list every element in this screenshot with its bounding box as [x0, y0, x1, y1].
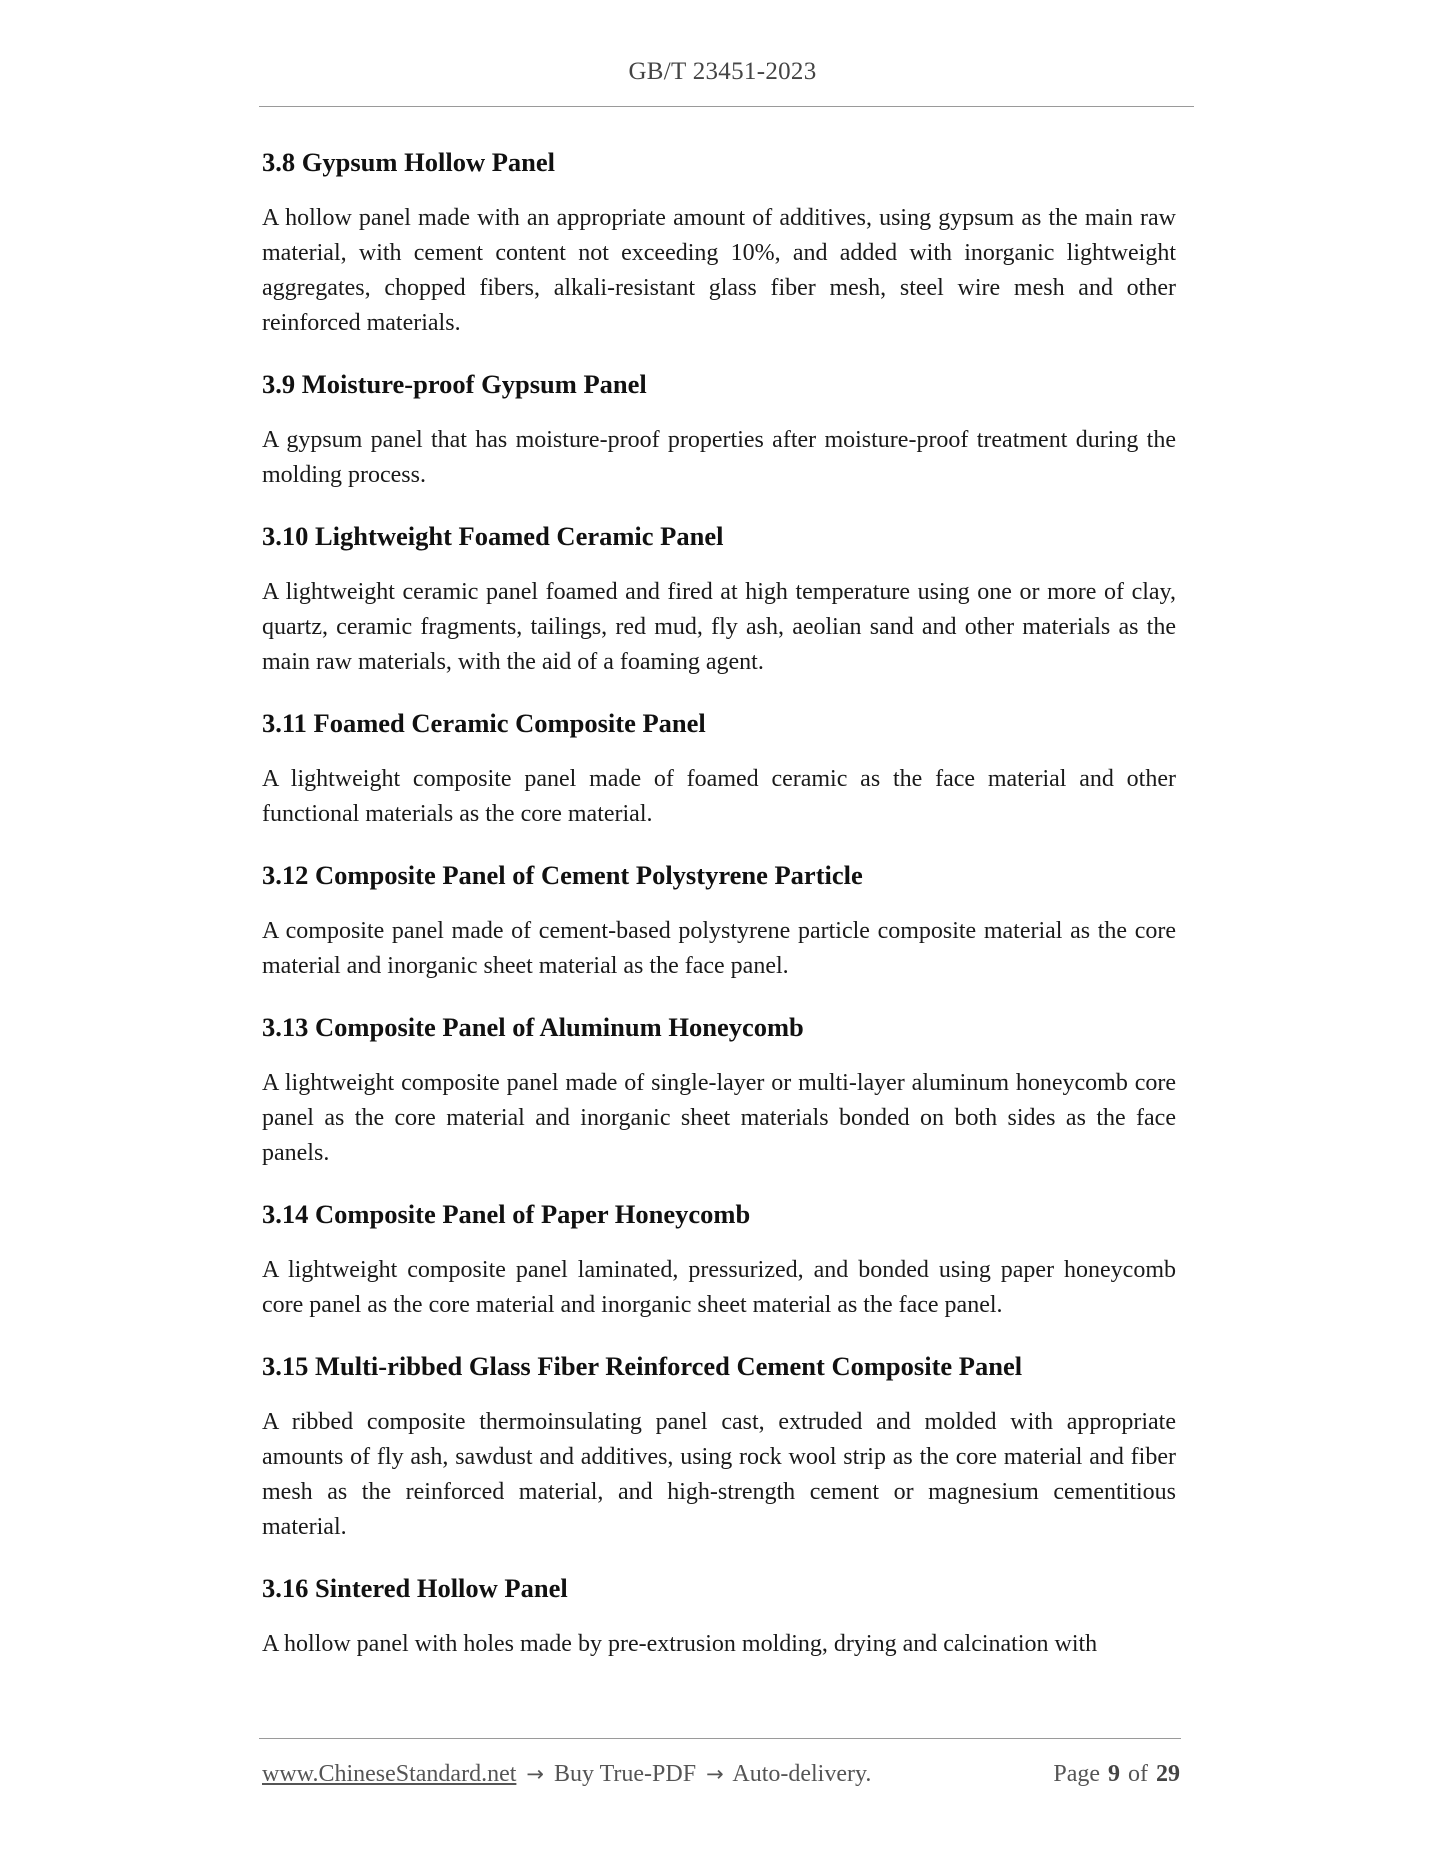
section-title: 3.15 Multi-ribbed Glass Fiber Reinforced Cement Composite Panel: [262, 1351, 1023, 1381]
section-body: A gypsum panel that has moisture-proof properties after moisture-proof treatment during the molding process.: [262, 427, 1176, 488]
section-3-15: [262, 1349, 1176, 1545]
current-page-number: 9: [1108, 1761, 1120, 1787]
section-body: A ribbed composite thermoinsulating panel cast, extruded and molded with appropriate amounts of fly ash, sawdust and additives, using rock wool strip as the core material and fiber mesh as the reinforced material, and high-strength cement or magnesium cementitious material.: [262, 1409, 1176, 1540]
of-label: of: [1128, 1761, 1148, 1787]
website-link[interactable]: www.ChineseStandard.net: [262, 1761, 517, 1787]
section-3-16: [262, 1571, 1176, 1662]
section-title: 3.14 Composite Panel of Paper Honeycomb: [262, 1199, 751, 1229]
footer-divider: [259, 1738, 1181, 1739]
section-body: A lightweight composite panel laminated, pressurized, and bonded using paper honeycomb core panel as the core material and inorganic sheet material as the face panel.: [262, 1257, 1176, 1318]
buy-pdf-text: Buy True-PDF: [554, 1761, 697, 1787]
page-label: Page: [1053, 1761, 1100, 1787]
page-indicator: [1053, 1758, 1180, 1790]
document-header: GB/T 23451-2023: [628, 58, 817, 85]
section-3-12: [262, 858, 1176, 984]
section-3-8: [262, 145, 1176, 341]
total-pages-number: 29: [1156, 1761, 1180, 1787]
section-body: A hollow panel with holes made by pre-extrusion molding, drying and calcination with: [262, 1631, 1098, 1657]
section-3-9: [262, 367, 1176, 493]
section-3-14: [262, 1197, 1176, 1323]
section-body: A lightweight composite panel made of single-layer or multi-layer aluminum honeycomb core panel as the core material and inorganic sheet materials bonded on both sides as the face panels.: [262, 1070, 1176, 1166]
auto-delivery-text: Auto-delivery.: [732, 1761, 872, 1787]
section-title: 3.8 Gypsum Hollow Panel: [262, 147, 556, 177]
arrow-right-icon: →: [706, 1762, 724, 1786]
section-title: 3.10 Lightweight Foamed Ceramic Panel: [262, 521, 724, 551]
section-3-10: [262, 519, 1176, 680]
footer-promo: [262, 1758, 871, 1790]
section-body: A hollow panel made with an appropriate amount of additives, using gypsum as the main raw material, with cement content not exceeding 10%, and added with inorganic lightweight aggregates, chopped fibers, alkali-resistant glass fiber mesh, steel wire mesh and other reinforced materials.: [262, 205, 1176, 336]
section-title: 3.11 Foamed Ceramic Composite Panel: [262, 708, 706, 738]
section-3-11: [262, 706, 1176, 832]
section-body: A lightweight ceramic panel foamed and fired at high temperature using one or more of clay, quartz, ceramic fragments, tailings, red mud, fly ash, aeolian sand and other materials as the main raw materials, with the aid of a foaming agent.: [262, 579, 1176, 675]
document-content: [262, 145, 1176, 1688]
section-body: A lightweight composite panel made of foamed ceramic as the face material and other functional materials as the core material.: [262, 766, 1176, 827]
section-title: 3.16 Sintered Hollow Panel: [262, 1573, 568, 1603]
section-body: A composite panel made of cement-based polystyrene particle composite material as the core material and inorganic sheet material as the face panel.: [262, 918, 1176, 979]
section-title: 3.12 Composite Panel of Cement Polystyrene Particle: [262, 860, 863, 890]
section-title: 3.9 Moisture-proof Gypsum Panel: [262, 369, 647, 399]
section-3-13: [262, 1010, 1176, 1171]
arrow-right-icon: →: [526, 1762, 544, 1786]
header-divider: [259, 106, 1194, 107]
section-title: 3.13 Composite Panel of Aluminum Honeycomb: [262, 1012, 804, 1042]
